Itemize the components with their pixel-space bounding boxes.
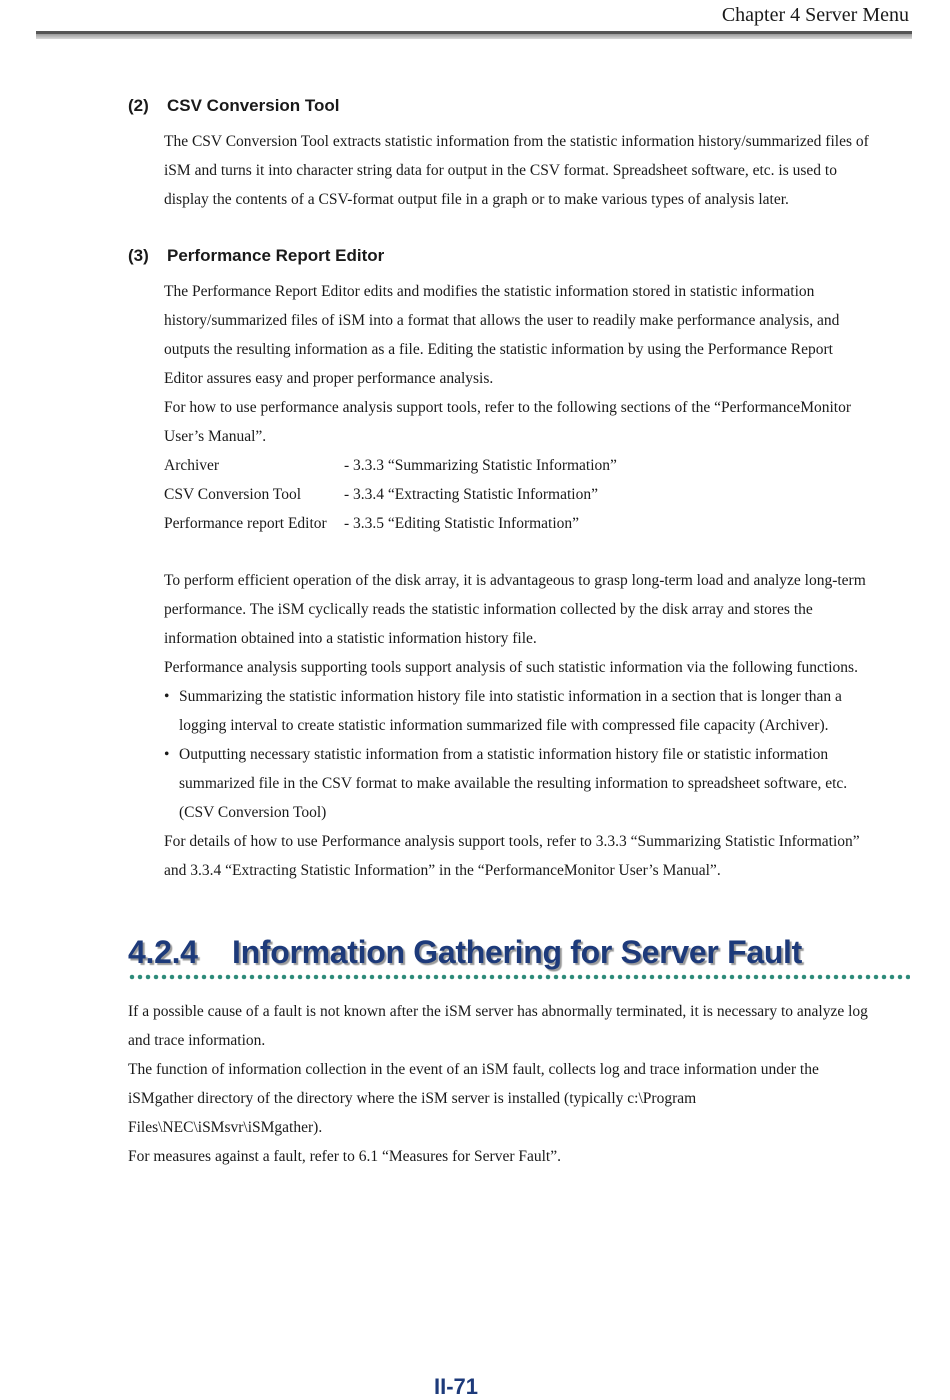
bullet-dot-icon: • <box>164 746 170 763</box>
paragraph-line: For details of how to use Performance analysis support tools, refer to 3.3.3 “Summarizing Statistic Information” <box>164 833 860 850</box>
analysis-body <box>164 566 866 885</box>
paragraph-line: information obtained into a statistic information history file. <box>164 630 537 647</box>
bullet-item <box>164 682 866 740</box>
reference-tool-name: CSV Conversion Tool <box>164 486 302 503</box>
paragraph-line: The CSV Conversion Tool extracts statistic information from the statistic information history/summarized files of <box>164 133 869 150</box>
paragraph-line: For measures against a fault, refer to 6.1 “Measures for Server Fault”. <box>128 1148 561 1165</box>
reference-row <box>164 509 851 538</box>
reference-row <box>164 480 851 509</box>
paragraph-line: display the contents of a CSV-format output file in a graph or to make various types of analysis later. <box>164 191 789 208</box>
paragraph-line: Summarizing the statistic information history file into statistic information in a section that is longer than a <box>179 688 842 705</box>
paragraph-line: Performance analysis supporting tools support analysis of such statistic information via the following functions. <box>164 659 858 676</box>
reference-section: - 3.3.4 “Extracting Statistic Information” <box>344 486 598 503</box>
paragraph-line: If a possible cause of a fault is not known after the iSM server has abnormally terminated, it is necessary to analyze log <box>128 1003 868 1020</box>
paragraph-line: outputs the resulting information as a file. Editing the statistic information by using the Performance Report <box>164 341 833 358</box>
reference-tool-name: Performance report Editor <box>164 515 327 532</box>
paragraph-line: The Performance Report Editor edits and modifies the statistic information stored in statistic information <box>164 283 815 300</box>
paragraph-line: To perform efficient operation of the disk array, it is advantageous to grasp long-term load and analyze long-term <box>164 572 866 589</box>
paragraph-line: iSMgather directory of the directory where the iSM server is installed (typically c:\Program <box>128 1090 697 1107</box>
paragraph-line: (CSV Conversion Tool) <box>179 804 327 821</box>
reference-section: - 3.3.3 “Summarizing Statistic Information” <box>344 457 617 474</box>
paragraph-line: performance. The iSM cyclically reads the statistic information collected by the disk array and stores the <box>164 601 813 618</box>
paragraph-line: Editor assures easy and proper performance analysis. <box>164 370 494 387</box>
paragraph-line: iSM and turns it into character string data for output in the CSV format. Spreadsheet software, etc. is used to <box>164 162 837 179</box>
header-rule <box>36 31 912 39</box>
bullet-dot-icon: • <box>164 688 170 705</box>
chapter-title: Chapter 4 Server Menu <box>721 4 909 26</box>
paragraph-line: and 3.3.4 “Extracting Statistic Information” in the “PerformanceMonitor User’s Manual”. <box>164 862 721 879</box>
section-report-body <box>164 277 851 538</box>
reference-row <box>164 451 851 480</box>
section-csv-body <box>164 127 869 214</box>
paragraph-line: For how to use performance analysis support tools, refer to the following sections of the “PerformanceMonitor <box>164 399 851 416</box>
section-report-title <box>128 246 384 266</box>
paragraph-line: The function of information collection in the event of an iSM fault, collects log and trace information under the <box>128 1061 819 1078</box>
section-csv-number: (2) <box>128 96 149 115</box>
section-fault-body <box>128 997 868 1171</box>
reference-tool-name: Archiver <box>164 457 220 474</box>
paragraph-line: User’s Manual”. <box>164 428 267 445</box>
paragraph-line: Outputting necessary statistic information from a statistic information history file or statistic information <box>179 746 829 763</box>
section-csv-title <box>128 96 340 116</box>
section-fault-number: 4.2.4 <box>128 934 198 970</box>
heading-dotted-rule <box>128 973 910 981</box>
paragraph-line: and trace information. <box>128 1032 266 1049</box>
section-csv-title-text: CSV Conversion Tool <box>167 96 340 115</box>
bullet-item <box>164 740 866 827</box>
page-number: II-71 <box>433 1374 479 1399</box>
paragraph-line: summarized file in the CSV format to make available the resulting information to spreadsheet software, etc. <box>179 775 848 792</box>
paragraph-line: logging interval to create statistic information summarized file with compressed file capacity (Archiver). <box>179 717 829 734</box>
reference-section: - 3.3.5 “Editing Statistic Information” <box>344 515 580 532</box>
section-report-title-text: Performance Report Editor <box>167 246 385 265</box>
paragraph-line: Files\NEC\iSMsvr\iSMgather). <box>128 1119 323 1136</box>
paragraph-line: history/summarized files of iSM into a format that allows the user to readily make performance analysis, and <box>164 312 840 329</box>
section-report-number: (3) <box>128 246 149 265</box>
section-fault-heading <box>128 934 802 971</box>
section-fault-title: Information Gathering for Server Fault <box>232 934 803 970</box>
